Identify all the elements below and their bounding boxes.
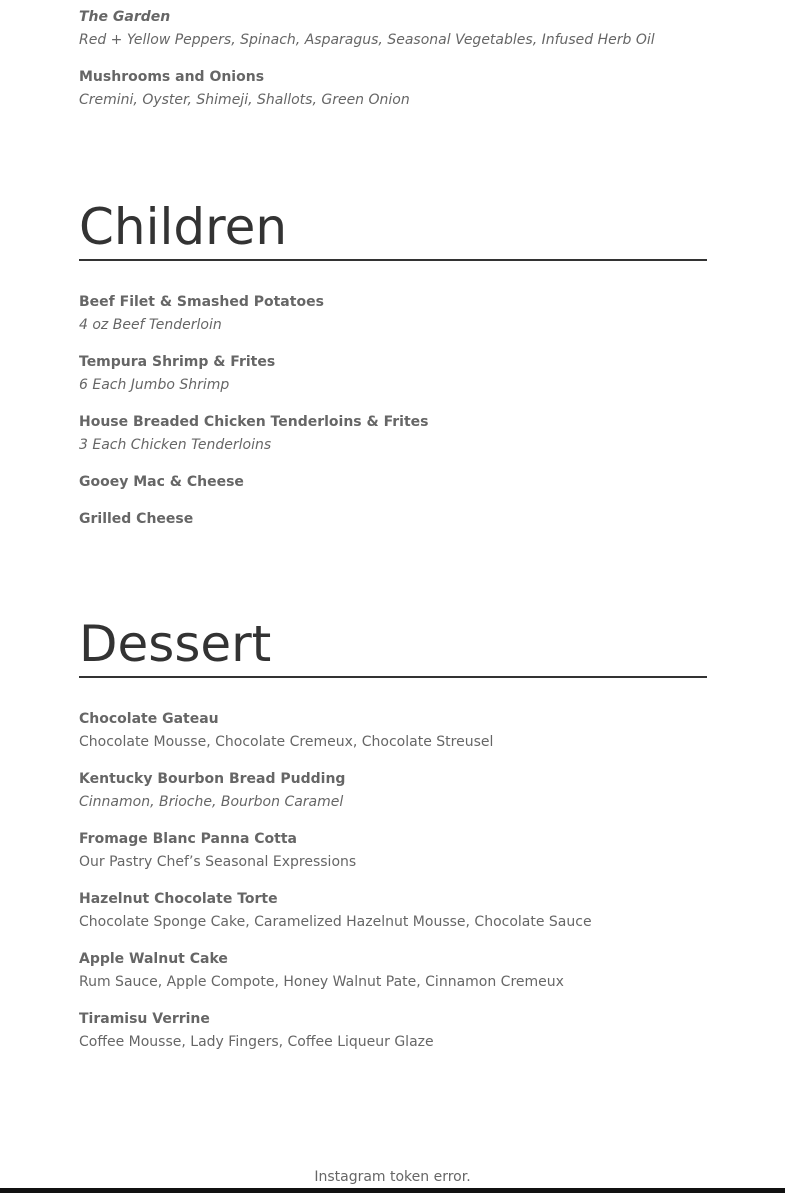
- menu-item: [79, 1008, 707, 1054]
- menu-item-description: 6 Each Jumbo Shrimp: [79, 377, 230, 393]
- menu-item-description: Chocolate Sponge Cake, Caramelized Hazelnut Mousse, Chocolate Sauce: [79, 914, 592, 930]
- footer-bar: [0, 1188, 785, 1193]
- menu-item-name: Chocolate Gateau: [79, 711, 219, 727]
- menu-item: [79, 948, 707, 994]
- instagram-error-message: Instagram token error.: [314, 1169, 471, 1185]
- menu-item: [79, 708, 707, 754]
- menu-item-description: Chocolate Mousse, Chocolate Cremeux, Chocolate Streusel: [79, 734, 494, 750]
- menu-item-name: Tiramisu Verrine: [79, 1011, 210, 1027]
- section-divider: [79, 676, 707, 678]
- menu-item: [79, 351, 707, 397]
- intro-section: [79, 0, 707, 112]
- menu-item-description: Cremini, Oyster, Shimeji, Shallots, Green Onion: [79, 92, 410, 108]
- menu-item-name: Apple Walnut Cake: [79, 951, 228, 967]
- section-divider: [79, 259, 707, 261]
- menu-item: [79, 291, 707, 337]
- menu-item-name: Gooey Mac & Cheese: [79, 474, 244, 490]
- menu-item-name: The Garden: [79, 9, 171, 25]
- menu-item-description: 3 Each Chicken Tenderloins: [79, 437, 272, 453]
- menu-item-name: Beef Filet & Smashed Potatoes: [79, 294, 324, 310]
- menu-item-name: Fromage Blanc Panna Cotta: [79, 831, 297, 847]
- menu-item-name: Hazelnut Chocolate Torte: [79, 891, 278, 907]
- menu-item-name: Tempura Shrimp & Frites: [79, 354, 276, 370]
- menu-item-description: 4 oz Beef Tenderloin: [79, 317, 222, 333]
- menu-item: [79, 6, 707, 52]
- menu-item-description: Rum Sauce, Apple Compote, Honey Walnut Pate, Cinnamon Cremeux: [79, 974, 564, 990]
- menu-item: [79, 471, 707, 494]
- menu-item-name: House Breaded Chicken Tenderloins & Frites: [79, 414, 429, 430]
- menu-item: [79, 768, 707, 814]
- dessert-section: [79, 615, 707, 1054]
- menu-item: [79, 411, 707, 457]
- menu-item: [79, 888, 707, 934]
- section-title: Children: [79, 198, 288, 256]
- menu-item-name: Mushrooms and Onions: [79, 69, 265, 85]
- menu-item: [79, 66, 707, 112]
- menu-item: [79, 508, 707, 531]
- menu-item-name: Kentucky Bourbon Bread Pudding: [79, 771, 346, 787]
- menu-item: [79, 828, 707, 874]
- section-title: Dessert: [79, 615, 272, 673]
- menu-content: [79, 0, 707, 1054]
- menu-item-description: Our Pastry Chef’s Seasonal Expressions: [79, 854, 357, 870]
- children-section: [79, 198, 707, 531]
- menu-item-description: Coffee Mousse, Lady Fingers, Coffee Liqueur Glaze: [79, 1034, 434, 1050]
- menu-item-description: Red + Yellow Peppers, Spinach, Asparagus, Seasonal Vegetables, Infused Herb Oil: [79, 32, 655, 48]
- menu-item-name: Grilled Cheese: [79, 511, 194, 527]
- menu-item-description: Cinnamon, Brioche, Bourbon Caramel: [79, 794, 344, 810]
